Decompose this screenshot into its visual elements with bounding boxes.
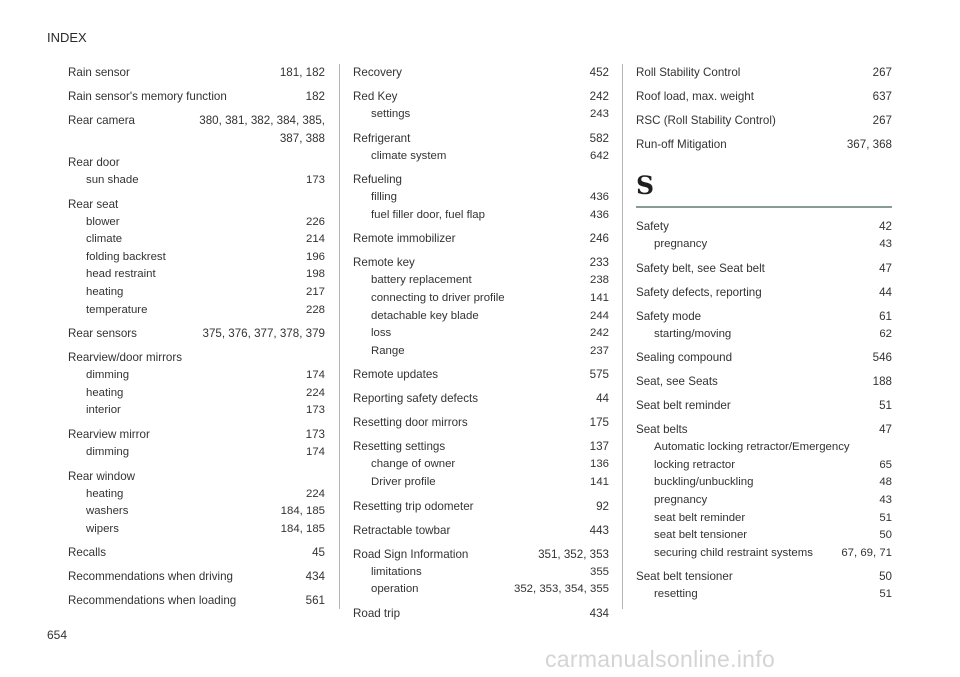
sub-entry-row	[636, 439, 892, 457]
sub-entry-term: Automatic locking retractor/Emergency	[654, 441, 850, 454]
sub-entry-pages: 238	[589, 274, 609, 287]
entry-pages: 42	[879, 220, 892, 233]
entry-term: Seat belt tensioner	[636, 570, 733, 584]
index-entry	[353, 414, 609, 432]
entry-pages: 182	[305, 90, 325, 103]
entry-row	[353, 88, 609, 106]
sub-entry-row	[353, 148, 609, 166]
sub-entry-row	[636, 510, 892, 528]
entry-term: Seat belt reminder	[636, 399, 731, 413]
index-entry	[68, 592, 325, 610]
entry-pages: 233	[589, 256, 609, 270]
index-entry	[68, 568, 325, 586]
sub-entry-row	[353, 189, 609, 207]
sub-entry-term: locking retractor	[654, 458, 736, 471]
entry-term: Seat belts	[636, 423, 688, 437]
entry-pages: 637	[872, 90, 892, 103]
sub-entry-pages: 228	[305, 303, 325, 316]
sub-entry-pages: 51	[879, 588, 892, 601]
sub-entry-row	[353, 106, 609, 124]
entry-term: Road trip	[353, 606, 401, 620]
entry-row	[636, 260, 892, 278]
index-entry	[636, 397, 892, 415]
entry-pages: 246	[589, 232, 609, 246]
entry-term: Resetting door mirrors	[353, 416, 468, 430]
entry-term: Rear door	[68, 156, 120, 169]
sub-entry-pages: 43	[879, 493, 892, 506]
entry-pages: 137	[589, 440, 609, 454]
entry-pages: 173	[305, 427, 325, 441]
entry-term: Run-off Mitigation	[636, 138, 727, 151]
entry-row	[353, 498, 609, 516]
sub-entry-row	[68, 385, 325, 403]
index-entry	[636, 284, 892, 302]
page-header: INDEX	[47, 30, 87, 45]
sub-entry-pages: 43	[879, 238, 892, 250]
entry-row	[353, 171, 609, 189]
index-entry	[636, 308, 892, 344]
column-divider	[339, 64, 340, 609]
entry-term: Resetting trip odometer	[353, 499, 474, 513]
entry-term: Safety	[636, 220, 669, 233]
entry-pages: 267	[872, 114, 892, 127]
entry-pages: 44	[596, 392, 609, 406]
entry-row	[636, 136, 892, 154]
sub-entry-term: securing child restraint systems	[654, 546, 813, 559]
sub-entry-row	[636, 457, 892, 475]
section-divider	[636, 206, 892, 208]
entry-pages: 181, 182	[279, 66, 325, 79]
entry-term: Seat, see Seats	[636, 375, 718, 389]
entry-pages: 546	[872, 351, 892, 365]
entry-row	[68, 64, 325, 82]
entry-row	[68, 112, 325, 130]
sub-entry-pages: 50	[879, 529, 892, 542]
sub-entry-term: folding backrest	[86, 250, 166, 263]
entry-row	[68, 349, 325, 367]
entry-row	[636, 112, 892, 130]
sub-entry-row	[636, 326, 892, 344]
entry-term: Rearview mirror	[68, 427, 150, 441]
entry-term: Rear sensors	[68, 327, 137, 341]
index-entry	[636, 568, 892, 604]
sub-entry-row	[636, 545, 892, 563]
sub-entry-pages: 436	[589, 208, 609, 221]
entry-pages: 44	[879, 285, 892, 299]
sub-entry-pages: 141	[589, 291, 609, 304]
sub-entry-row	[353, 290, 609, 308]
entry-row	[353, 390, 609, 408]
section-heading	[636, 170, 892, 208]
index-entry	[68, 196, 325, 320]
entry-pages: 351, 352, 353	[538, 547, 609, 561]
entry-row	[353, 546, 609, 564]
sub-entry-row	[636, 474, 892, 492]
sub-entry-pages: 355	[589, 565, 609, 578]
index-entry	[353, 546, 609, 599]
entry-row	[68, 544, 325, 562]
sub-entry-term: heating	[86, 487, 124, 500]
entry-row	[68, 592, 325, 610]
entries-after-section	[636, 218, 892, 604]
sub-entry-row	[68, 521, 325, 539]
sub-entry-term: Driver profile	[371, 475, 436, 488]
index-entry	[68, 544, 325, 562]
index-entry	[636, 421, 892, 562]
sub-entry-row	[353, 343, 609, 361]
sub-entry-pages: 237	[589, 344, 609, 357]
sub-entry-pages: 244	[589, 309, 609, 322]
entry-pages: 47	[879, 423, 892, 437]
sub-entry-term: buckling/unbuckling	[654, 476, 754, 489]
entry-term: Road Sign Information	[353, 547, 469, 561]
sub-entry-term: head restraint	[86, 268, 156, 281]
sub-entry-term: seat belt reminder	[654, 511, 746, 524]
entry-row	[68, 196, 325, 214]
sub-entry-term: heating	[86, 386, 124, 399]
sub-entry-term: fuel filler door, fuel flap	[371, 208, 485, 221]
entry-pages: 575	[589, 368, 609, 382]
sub-entry-row	[68, 486, 325, 504]
sub-entry-term: loss	[371, 327, 392, 340]
sub-entry-term: dimming	[86, 369, 130, 382]
sub-entry-row	[68, 249, 325, 267]
entry-row	[636, 308, 892, 326]
sub-entry-pages: 217	[305, 285, 325, 298]
index-entry	[68, 64, 325, 82]
entry-pages: 47	[879, 261, 892, 275]
sub-entry-term: temperature	[86, 303, 148, 316]
entry-term: Remote key	[353, 256, 415, 270]
index-entry	[636, 373, 892, 391]
entry-term: Recommendations when loading	[68, 594, 237, 608]
entry-pages: 51	[879, 399, 892, 413]
sub-entry-pages: 173	[305, 404, 325, 417]
index-column-2	[353, 64, 609, 629]
sub-entry-pages: 136	[589, 458, 609, 471]
sub-entry-pages: 141	[589, 475, 609, 488]
entry-term: Rear window	[68, 469, 136, 483]
sub-entry-row	[353, 207, 609, 225]
entry-pages: 434	[305, 570, 325, 584]
entry-term: Rear camera	[68, 114, 136, 127]
entry-row	[636, 373, 892, 391]
index-column-1	[68, 64, 325, 616]
sub-entry-pages: 65	[879, 458, 892, 471]
index-entry	[636, 112, 892, 130]
index-entry	[68, 426, 325, 462]
entry-pages: 267	[872, 66, 892, 79]
entry-term: Refueling	[353, 173, 402, 187]
sub-entry-term: climate	[86, 233, 123, 246]
sub-entry-row	[68, 367, 325, 385]
entry-row	[353, 414, 609, 432]
sub-entry-term: limitations	[371, 565, 422, 578]
entry-pages: 375, 376, 377, 378, 379	[202, 327, 325, 341]
entry-row	[353, 605, 609, 623]
entry-row	[636, 349, 892, 367]
sub-entry-row	[353, 325, 609, 343]
entry-pages: 443	[589, 523, 609, 537]
sub-entry-term: interior	[86, 404, 121, 417]
sub-entry-pages: 214	[305, 233, 325, 246]
entry-pages: 45	[312, 546, 325, 560]
entry-pages: 387, 388	[279, 132, 325, 145]
index-entry	[636, 88, 892, 106]
column-divider	[622, 64, 623, 609]
entry-pages: 92	[596, 499, 609, 513]
sub-entry-term: battery replacement	[371, 274, 472, 287]
entry-row	[636, 284, 892, 302]
sub-entry-row	[68, 284, 325, 302]
sub-entry-term: heating	[86, 285, 124, 298]
sub-entry-pages: 62	[879, 327, 892, 340]
entry-term: Refrigerant	[353, 131, 411, 145]
entry-row	[353, 254, 609, 272]
sub-entry-pages: 642	[589, 149, 609, 162]
index-entry	[353, 522, 609, 540]
entry-term: Rearview/door mirrors	[68, 351, 183, 365]
sub-entry-pages: 243	[589, 108, 609, 120]
sub-entry-pages: 174	[305, 369, 325, 382]
sub-entry-row	[68, 214, 325, 232]
sub-entry-pages: 48	[879, 476, 892, 489]
entry-row	[353, 230, 609, 248]
index-entry	[353, 498, 609, 516]
index-entry	[353, 605, 609, 623]
sub-entry-pages: 184, 185	[280, 522, 325, 535]
entry-pages: 582	[589, 131, 609, 145]
entry-term: Safety belt, see Seat belt	[636, 261, 765, 275]
entry-term: Roof load, max. weight	[636, 90, 754, 103]
sub-entry-pages: 198	[305, 268, 325, 281]
sub-entry-pages: 173	[305, 174, 325, 186]
entry-term: Sealing compound	[636, 351, 733, 365]
entry-row	[636, 64, 892, 82]
sub-entry-pages: 196	[305, 250, 325, 263]
index-entry	[353, 390, 609, 408]
sub-entry-term: sun shade	[86, 174, 139, 186]
sub-entry-row	[353, 308, 609, 326]
entry-row	[636, 568, 892, 586]
index-entry	[636, 218, 892, 254]
index-column-3	[636, 64, 892, 610]
sub-entry-pages: 67, 69, 71	[841, 546, 892, 559]
sub-entry-row	[68, 302, 325, 320]
entry-pages: 61	[879, 309, 892, 323]
sub-entry-term: wipers	[86, 522, 119, 535]
sub-entry-row	[353, 564, 609, 582]
index-entry	[68, 154, 325, 190]
sub-entry-term: change of owner	[371, 458, 456, 471]
sub-entry-row	[353, 474, 609, 492]
sub-entry-row	[68, 444, 325, 462]
sub-entry-row	[636, 492, 892, 510]
entry-term: Rear seat	[68, 197, 119, 211]
sub-entry-row	[636, 527, 892, 545]
index-entry	[68, 325, 325, 343]
sub-entry-row	[636, 586, 892, 604]
sub-entry-row	[68, 266, 325, 284]
sub-entry-pages: 224	[305, 386, 325, 399]
entry-term: Safety mode	[636, 309, 702, 323]
sub-entry-term: Range	[371, 344, 405, 357]
entry-pages: 188	[872, 375, 892, 389]
sub-entry-term: pregnancy	[654, 493, 708, 506]
entry-row	[636, 397, 892, 415]
entry-row	[636, 218, 892, 236]
entry-term: Reporting safety defects	[353, 392, 479, 406]
index-entry	[68, 112, 325, 148]
entry-pages: 561	[305, 594, 325, 608]
index-entry	[353, 88, 609, 124]
sub-entry-pages: 226	[305, 215, 325, 228]
entry-term: Recalls	[68, 546, 107, 560]
sub-entry-row	[636, 236, 892, 254]
sub-entry-pages: 51	[879, 511, 892, 524]
entry-term: Roll Stability Control	[636, 66, 741, 79]
entry-row	[353, 522, 609, 540]
sub-entry-row	[353, 272, 609, 290]
entry-term: Recommendations when driving	[68, 570, 233, 584]
sub-entry-term: detachable key blade	[371, 309, 479, 322]
entry-row	[68, 154, 325, 172]
entry-pages: 175	[589, 416, 609, 430]
entry-row	[353, 366, 609, 384]
entry-pages: 242	[589, 90, 609, 103]
sub-entry-term: climate system	[371, 149, 447, 162]
index-entry	[636, 64, 892, 82]
entry-row	[68, 426, 325, 444]
index-entry	[636, 349, 892, 367]
page-number: 654	[47, 628, 68, 642]
entry-row	[68, 568, 325, 586]
sub-entry-row	[353, 581, 609, 599]
entry-term: Recovery	[353, 66, 402, 79]
entry-row	[636, 88, 892, 106]
sub-entry-term: filling	[371, 191, 397, 204]
entry-row	[68, 88, 325, 106]
sub-entry-row	[68, 402, 325, 420]
index-entry	[353, 366, 609, 384]
sub-entry-pages: 224	[305, 487, 325, 500]
index-entry	[68, 349, 325, 420]
index-entry	[68, 468, 325, 539]
entry-row	[353, 64, 609, 82]
entry-term: Remote updates	[353, 368, 439, 382]
sub-entry-pages: 242	[589, 327, 609, 340]
entry-row	[636, 421, 892, 439]
sub-entry-pages: 352, 353, 354, 355	[513, 583, 609, 596]
sub-entry-pages: 174	[305, 445, 325, 458]
section-letter: S	[636, 171, 655, 200]
entry-pages: 367, 368	[846, 138, 892, 151]
entry-row	[353, 438, 609, 456]
entry-term: Retractable towbar	[353, 523, 451, 537]
sub-entry-pages: 436	[589, 191, 609, 204]
sub-entry-row	[68, 172, 325, 190]
entry-term: Rain sensor	[68, 66, 130, 79]
sub-entry-term: connecting to driver profile	[371, 291, 505, 304]
entry-pages-continued	[68, 130, 325, 148]
entry-row	[68, 468, 325, 486]
index-entry	[353, 438, 609, 491]
index-entry	[353, 130, 609, 166]
entry-term: Remote immobilizer	[353, 232, 456, 246]
entry-row	[68, 325, 325, 343]
index-entry	[353, 254, 609, 360]
entry-term: Resetting settings	[353, 440, 446, 454]
sub-entry-term: blower	[86, 215, 120, 228]
sub-entry-term: seat belt tensioner	[654, 529, 748, 542]
entry-pages: 452	[589, 66, 609, 79]
index-entry	[636, 260, 892, 278]
entry-term: Red Key	[353, 90, 398, 103]
entry-term: RSC (Roll Stability Control)	[636, 114, 776, 127]
entry-term: Safety defects, reporting	[636, 285, 762, 299]
index-entry	[636, 136, 892, 154]
entry-term: Rain sensor's memory function	[68, 90, 227, 103]
index-entry	[353, 230, 609, 248]
index-entry	[68, 88, 325, 106]
sub-entry-row	[68, 231, 325, 249]
sub-entry-term: pregnancy	[654, 238, 708, 250]
sub-entry-pages: 184, 185	[280, 505, 325, 518]
sub-entry-term: settings	[371, 108, 411, 120]
sub-entry-term: resetting	[654, 588, 698, 601]
entries-before-section	[636, 64, 892, 154]
watermark: carmanualsonline.info	[545, 646, 776, 672]
index-entry	[353, 171, 609, 224]
entry-pages: 434	[589, 606, 609, 620]
sub-entry-row	[353, 456, 609, 474]
sub-entry-term: operation	[371, 583, 419, 596]
sub-entry-term: washers	[86, 505, 129, 518]
index-entry	[353, 64, 609, 82]
entry-row	[353, 130, 609, 148]
entry-pages: 50	[879, 570, 892, 584]
entry-pages: 380, 381, 382, 384, 385,	[199, 114, 325, 127]
sub-entry-row	[68, 503, 325, 521]
sub-entry-term: starting/moving	[654, 327, 732, 340]
sub-entry-term: dimming	[86, 445, 130, 458]
